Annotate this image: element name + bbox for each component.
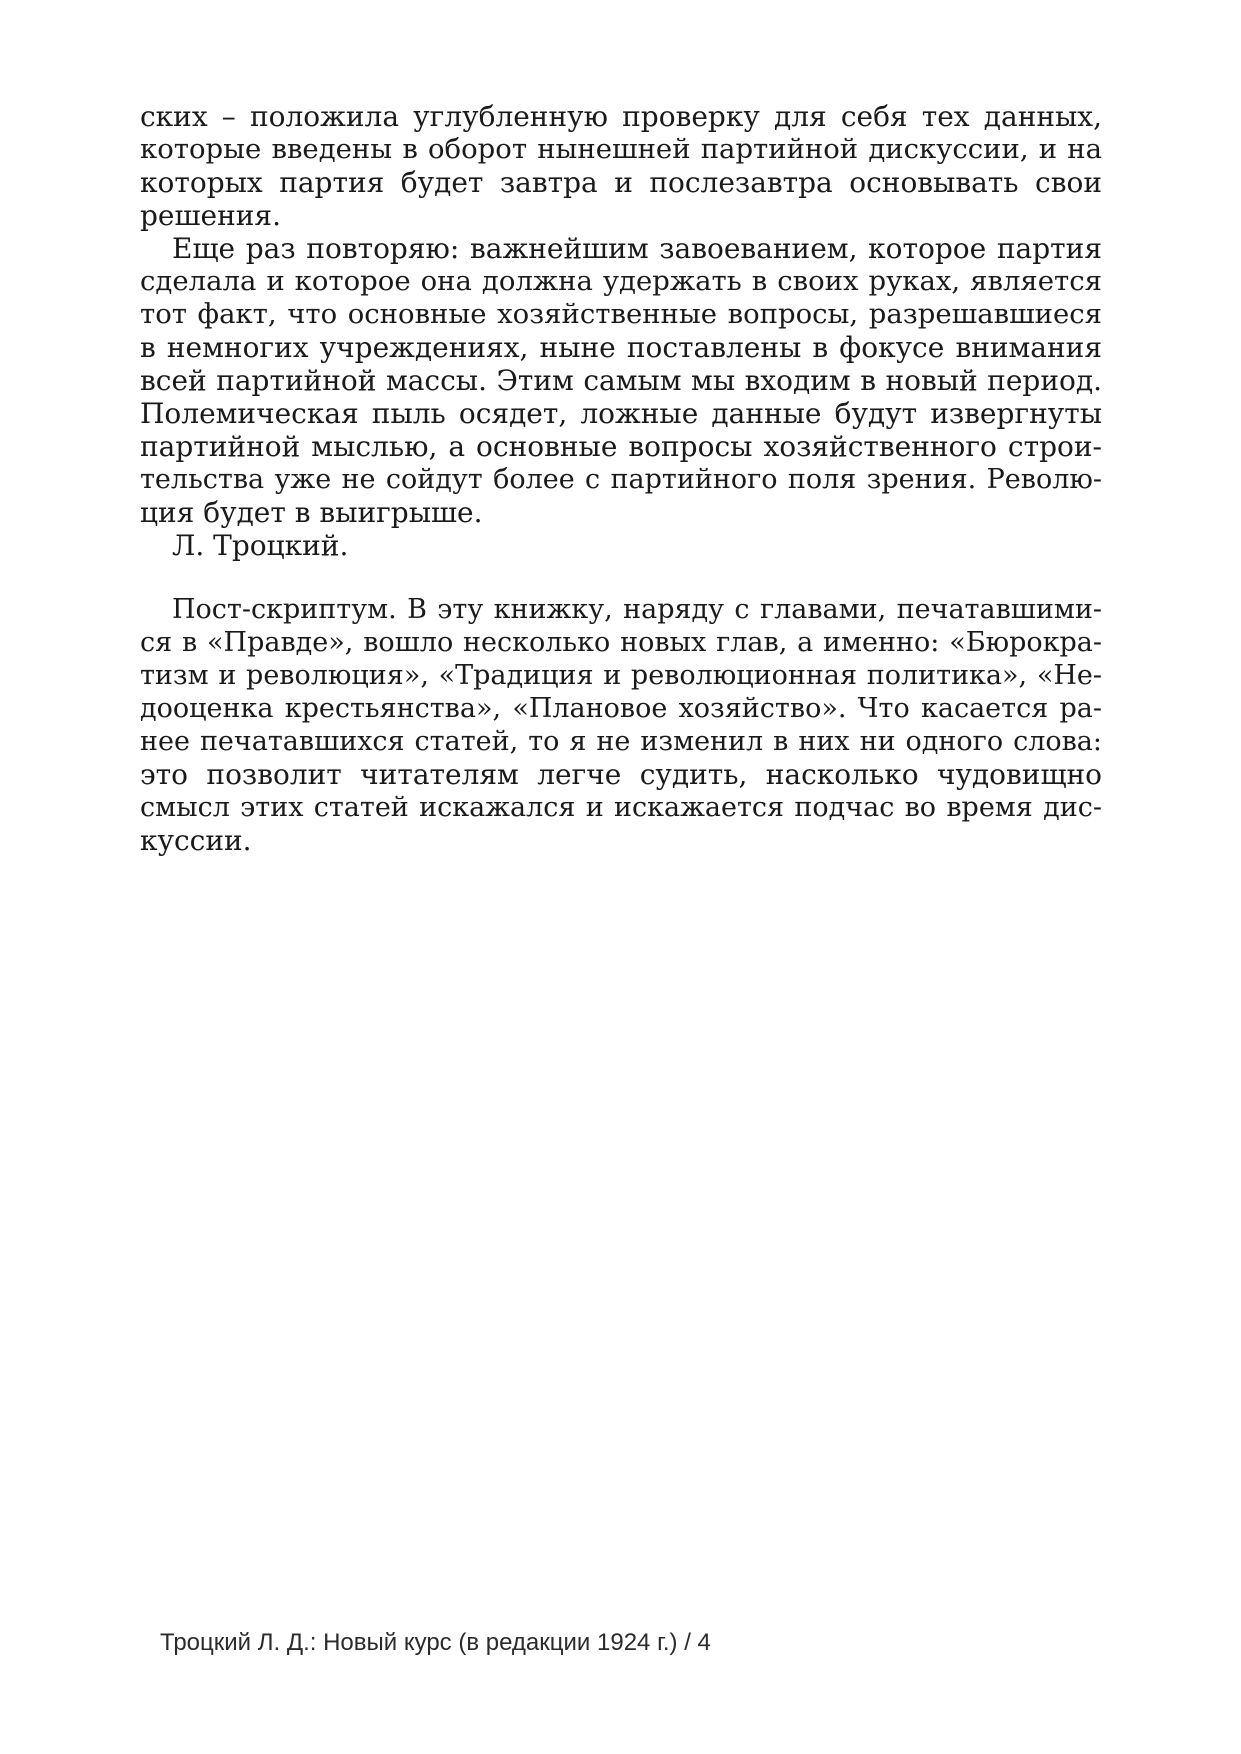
text-line: смысл этих статей искажался и искажается подчас во время дис- <box>140 792 1102 823</box>
paragraph-main <box>140 232 1102 529</box>
text-line: всей партийной массы. Этим самым мы входим в новый период. <box>140 364 1102 397</box>
text-line: решения. <box>140 199 281 232</box>
paragraph-spacer <box>140 562 1102 593</box>
page-footer: Троцкий Л. Д.: Новый курс (в редакции 1924 г.) / 4 <box>160 1629 711 1656</box>
paragraph-postscript <box>140 593 1102 857</box>
text-line: Еще раз повторяю: важнейшим завоеванием, которое партия <box>172 232 1102 265</box>
text-line: Пост-скриптум. В эту книжку, наряду с главами, печатавшими- <box>172 594 1102 625</box>
signature: Л. Троцкий. <box>172 529 349 562</box>
text-line: нее печатавшихся статей, то я не изменил в них ни одного слова: <box>140 726 1102 757</box>
body-text <box>140 100 1102 857</box>
text-line: которые введены в оборот нынешней партийной дискуссии, и на <box>140 133 1102 165</box>
text-line: ся в «Правде», вошло несколько новых глав, а именно: «Бюрокра- <box>140 627 1102 658</box>
text-line: партийной мыслью, а основные вопросы хозяйственного строи- <box>140 430 1102 463</box>
text-line: тизм и революция», «Традиция и революционная политика», «Не- <box>140 660 1102 691</box>
text-line: в немногих учреждениях, ныне поставлены в фокусе внимания <box>140 331 1102 364</box>
text-line: тельства уже не сойдут более с партийного поля зрения. Револю- <box>140 464 1102 495</box>
text-line: ских – положила углубленную проверку для себя тех данных, <box>140 100 1102 133</box>
text-line: сделала и которое она должна удержать в своих руках, является <box>140 265 1102 297</box>
text-line: тот факт, что основные хозяйственные вопросы, разрешавшиеся <box>140 298 1102 330</box>
text-line: куссии. <box>140 824 252 857</box>
text-line: это позволит читателям легче судить, насколько чудовищно <box>140 758 1102 791</box>
paragraph-continuation <box>140 100 1102 232</box>
text-line: ция будет в выигрыше. <box>140 496 483 529</box>
text-line: дооценка крестьянства», «Плановое хозяйство». Что касается ра- <box>140 693 1102 724</box>
text-line: Полемическая пыль осядет, ложные данные будут извергнуты <box>140 397 1102 430</box>
text-line: которых партия будет завтра и послезавтра основывать свои <box>140 166 1102 199</box>
